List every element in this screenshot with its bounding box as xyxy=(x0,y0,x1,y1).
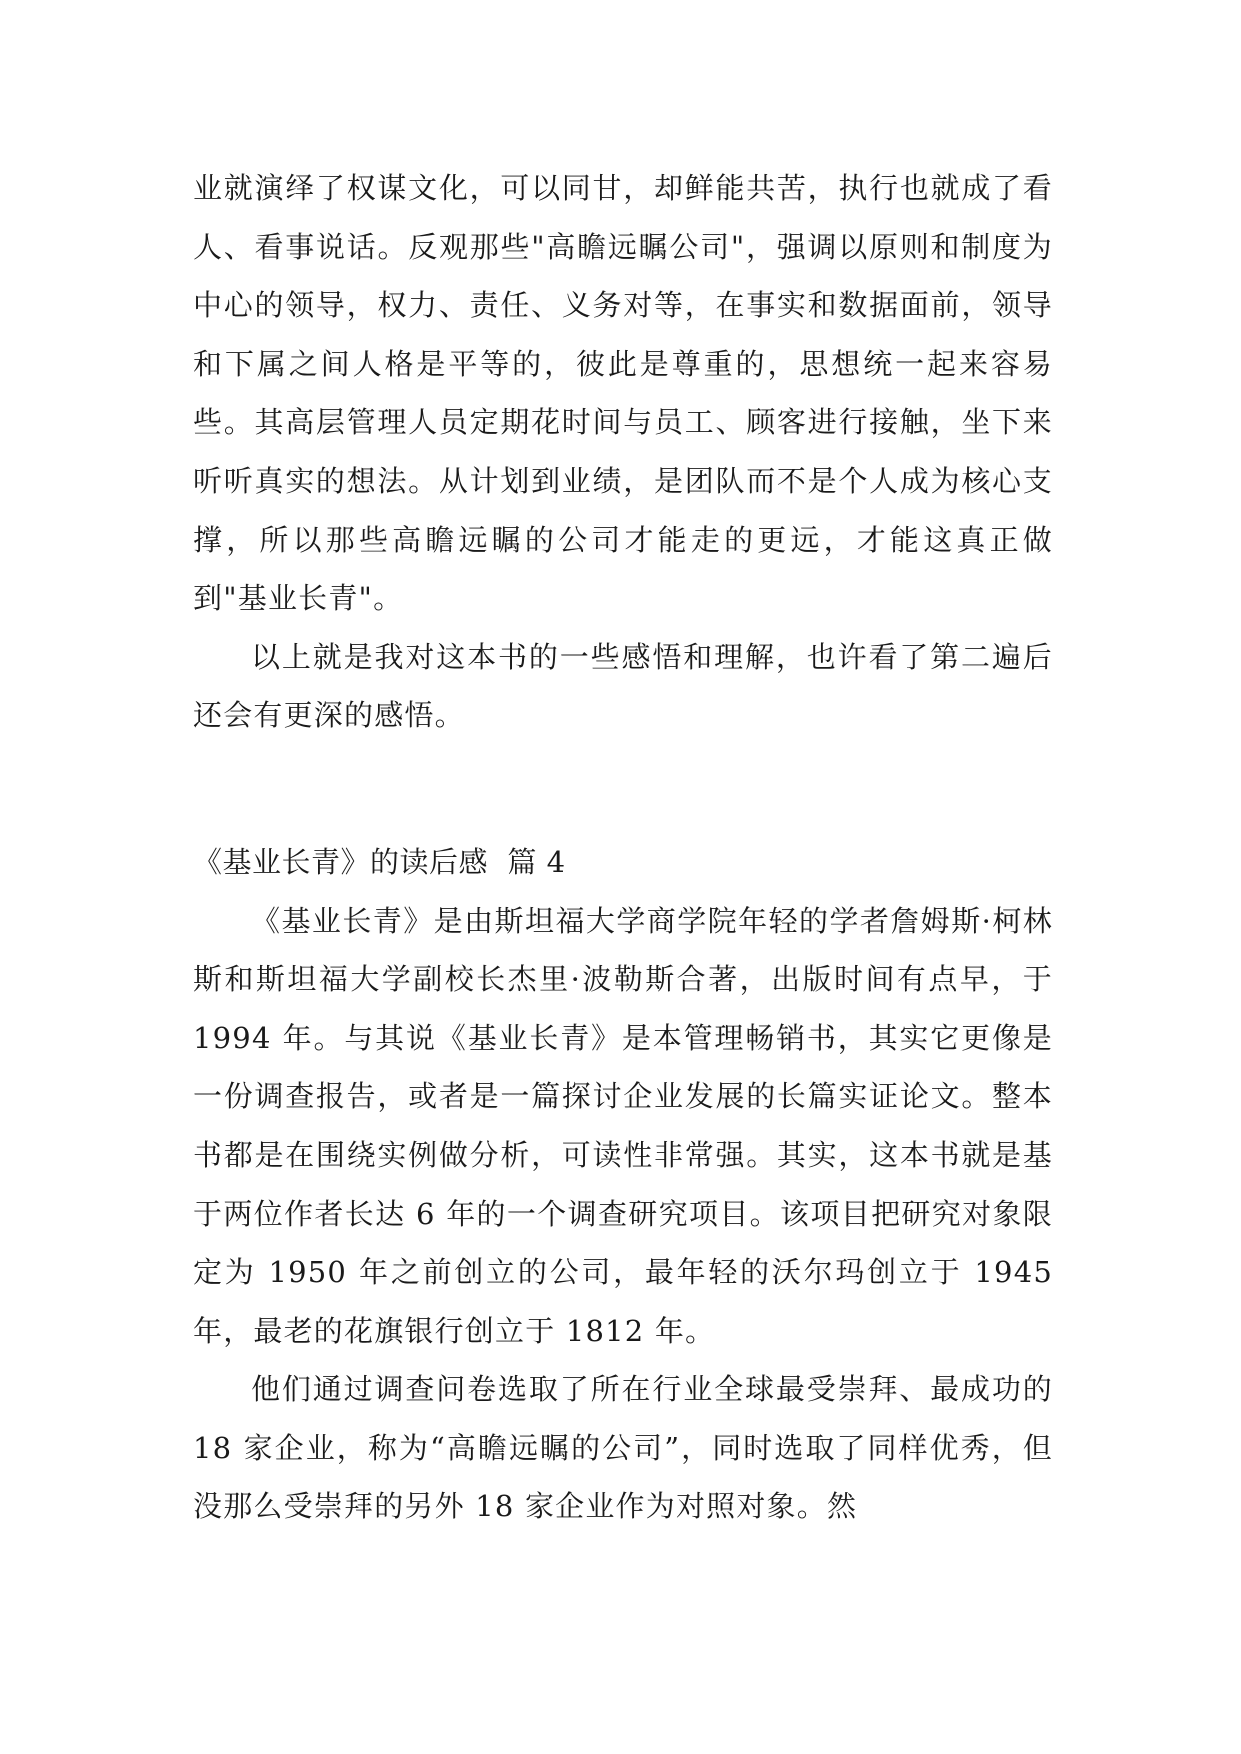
document-body xyxy=(193,159,1053,1536)
section-spacer xyxy=(193,745,1053,833)
paragraph-continuation: 业就演绎了权谋文化，可以同甘，却鲜能共苦，执行也就成了看人、看事说话。反观那些"高瞻远瞩公司"，强调以原则和制度为中心的领导，权力、责任、义务对等，在事实和数据面前，领导和下属之间人格是平等的，彼此是尊重的，思想统一起来容易些。其高层管理人员定期花时间与员工、顾客进行接触，坐下来听听真实的想法。从计划到业绩，是团队而不是个人成为核心支撑，所以那些高瞻远瞩的公司才能走的更远，才能这真正做到"基业长青"。 xyxy=(193,171,1053,616)
paragraph-method: 他们通过调查问卷选取了所在行业全球最受崇拜、最成功的 18 家企业，称为“高瞻远瞩的公司”，同时选取了同样优秀，但没那么受崇拜的另外 18 家企业作为对照对象。然 xyxy=(193,1372,1053,1524)
section-heading: 《基业长青》的读后感 篇 4 xyxy=(193,844,566,879)
paragraph-intro: 《基业长青》是由斯坦福大学商学院年轻的学者詹姆斯·柯林斯和斯坦福大学副校长杰里·波勒斯合著，出版时间有点早，于 1994 年。与其说《基业长青》是本管理畅销书，其实它更像是一份调查报告，或者是一篇探讨企业发展的长篇实证论文。整本书都是在围绕实例做分析，可读性非常强。其实，这本书就是基于两位作者长达 6 年的一个调查研究项目。该项目把研究对象限定为 1950 年之前创立的公司，最年轻的沃尔玛创立于 1945 年，最老的花旗银行创立于 1812 年。 xyxy=(193,903,1053,1348)
paragraph-conclusion: 以上就是我对这本书的一些感悟和理解，也许看了第二遍后还会有更深的感悟。 xyxy=(193,639,1053,733)
